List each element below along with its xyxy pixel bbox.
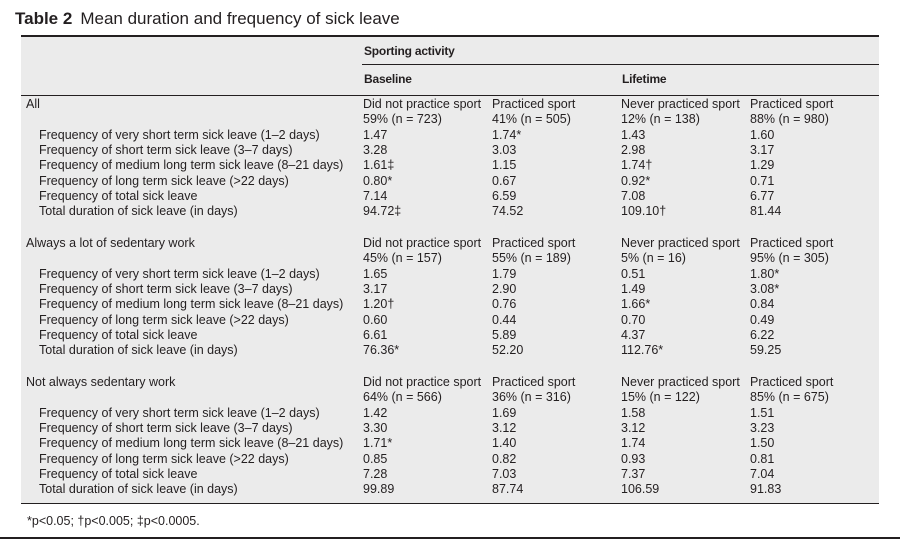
row-label: Frequency of total sick leave (39, 188, 198, 203)
table-cell: 0.85 (363, 451, 388, 466)
table-cell: 1.20† (363, 297, 395, 312)
table-cell: 109.10† (621, 204, 667, 219)
table-cell: 7.03 (492, 466, 517, 481)
column-header-cell: Practiced sport (492, 236, 576, 250)
column-header-cell: Practiced sport (492, 375, 576, 389)
group-size-cell: 59% (n = 723) (363, 112, 442, 127)
table-cell: 3.12 (621, 420, 646, 435)
table-cell: 74.52 (492, 204, 524, 219)
table-cell: 1.71* (363, 436, 393, 451)
table-cell: 59.25 (750, 343, 782, 358)
group-size-cell: 41% (n = 505) (492, 112, 571, 127)
top-rule (21, 35, 879, 37)
table-cell: 106.59 (621, 482, 660, 497)
column-header-cell: Never practiced sport (621, 375, 740, 389)
table-cell: 76.36* (363, 343, 400, 358)
table-cell: 1.47 (363, 127, 388, 142)
table-cell: 1.80* (750, 266, 780, 281)
table-cell: 87.74 (492, 482, 524, 497)
row-label: Frequency of medium long term sick leave (8–21 days) (39, 158, 344, 173)
header-lifetime: Lifetime (622, 72, 667, 86)
row-label: Frequency of very short term sick leave (1–2 days) (39, 405, 320, 420)
group-size-cell: 85% (n = 675) (750, 390, 829, 405)
table-cell: 3.12 (492, 420, 517, 435)
row-label: Frequency of medium long term sick leave (8–21 days) (39, 297, 344, 312)
table-cell: 4.37 (621, 327, 646, 342)
column-header-cell: Never practiced sport (621, 236, 740, 250)
table-cell: 1.51 (750, 405, 775, 420)
group-rule (362, 64, 879, 65)
table-cell: 6.22 (750, 327, 775, 342)
table-cell: 1.69 (492, 405, 517, 420)
table-cell: 1.79 (492, 266, 517, 281)
table-bottom-rule (21, 503, 879, 504)
group-size-cell: 64% (n = 566) (363, 390, 442, 405)
table-cell: 1.65 (363, 266, 388, 281)
table-cell: 5.89 (492, 327, 517, 342)
table-cell: 6.61 (363, 327, 388, 342)
table-cell: 1.74* (492, 127, 522, 142)
row-label: Frequency of medium long term sick leave (8–21 days) (39, 436, 344, 451)
group-size-cell: 15% (n = 122) (621, 390, 700, 405)
row-label: Frequency of long term sick leave (>22 days) (39, 451, 289, 466)
table-cell: 94.72‡ (363, 204, 402, 219)
row-label: Frequency of total sick leave (39, 327, 198, 342)
table-cell: 7.28 (363, 466, 388, 481)
table-cell: 0.93 (621, 451, 646, 466)
table-cell: 1.66* (621, 297, 651, 312)
row-label: Frequency of long term sick leave (>22 days) (39, 173, 289, 188)
row-label: Frequency of very short term sick leave (1–2 days) (39, 266, 320, 281)
table-cell: 7.08 (621, 188, 646, 203)
table-cell: 7.04 (750, 466, 775, 481)
table-cell: 0.60 (363, 312, 388, 327)
row-label: Total duration of sick leave (in days) (39, 204, 238, 219)
table-cell: 0.76 (492, 297, 517, 312)
table-cell: 0.82 (492, 451, 517, 466)
table-cell: 0.71 (750, 173, 775, 188)
row-label: Frequency of very short term sick leave (1–2 days) (39, 127, 320, 142)
table-cell: 0.84 (750, 297, 775, 312)
column-header-cell: Practiced sport (492, 97, 576, 111)
table-cell: 112.76* (621, 343, 664, 358)
column-header-cell: Did not practice sport (363, 97, 482, 111)
group-size-cell: 95% (n = 305) (750, 251, 829, 266)
table-cell: 1.29 (750, 158, 775, 173)
table-cell: 1.43 (621, 127, 646, 142)
column-header-cell: Did not practice sport (363, 375, 482, 389)
column-header-cell: Never practiced sport (621, 97, 740, 111)
row-label: Frequency of long term sick leave (>22 days) (39, 312, 289, 327)
column-header-cell: Practiced sport (750, 375, 834, 389)
table-cell: 0.92* (621, 173, 651, 188)
table-label: Table 2 (15, 9, 73, 28)
group-size-cell: 12% (n = 138) (621, 112, 700, 127)
table-cell: 1.40 (492, 436, 517, 451)
table-cell: 3.03 (492, 142, 517, 157)
group-size-cell: 45% (n = 157) (363, 251, 442, 266)
column-header-cell: Practiced sport (750, 97, 834, 111)
table-cell: 0.67 (492, 173, 517, 188)
group-size-cell: 55% (n = 189) (492, 251, 571, 266)
table-cell: 3.08* (750, 281, 780, 296)
table-cell: 1.15 (492, 158, 517, 173)
table-cell: 1.42 (363, 405, 388, 420)
row-label: Frequency of short term sick leave (3–7 days) (39, 420, 293, 435)
table-cell: 0.80* (363, 173, 393, 188)
row-label: Total duration of sick leave (in days) (39, 343, 238, 358)
table-cell: 0.51 (621, 266, 646, 281)
group-size-cell: 36% (n = 316) (492, 390, 571, 405)
table-cell: 3.28 (363, 142, 388, 157)
table-cell: 6.59 (492, 188, 517, 203)
column-header-cell: Practiced sport (750, 236, 834, 250)
group-size-cell: 5% (n = 16) (621, 251, 686, 266)
table-cell: 2.98 (621, 142, 646, 157)
row-label: Total duration of sick leave (in days) (39, 482, 238, 497)
column-header-cell: Did not practice sport (363, 236, 482, 250)
header-bottom-rule (21, 95, 879, 96)
section-title: All (26, 97, 40, 111)
row-label: Frequency of short term sick leave (3–7 days) (39, 281, 293, 296)
table-cell: 1.60 (750, 127, 775, 142)
table-cell: 0.70 (621, 312, 646, 327)
table-cell: 99.89 (363, 482, 395, 497)
table-cell: 7.14 (363, 188, 388, 203)
table-title: Mean duration and frequency of sick leave (80, 9, 400, 28)
table-cell: 1.74 (621, 436, 646, 451)
table-cell: 6.77 (750, 188, 775, 203)
table-cell: 52.20 (492, 343, 524, 358)
table-cell: 3.30 (363, 420, 388, 435)
table-cell: 1.49 (621, 281, 646, 296)
section-title: Not always sedentary work (26, 375, 176, 389)
group-size-cell: 88% (n = 980) (750, 112, 829, 127)
table-cell: 3.17 (750, 142, 775, 157)
table-caption (15, 6, 400, 32)
table-cell: 2.90 (492, 281, 517, 296)
table-cell: 91.83 (750, 482, 782, 497)
table-cell: 1.58 (621, 405, 646, 420)
table-cell: 7.37 (621, 466, 646, 481)
section-title: Always a lot of sedentary work (26, 236, 195, 250)
row-label: Frequency of total sick leave (39, 466, 198, 481)
table-cell: 3.23 (750, 420, 775, 435)
row-label: Frequency of short term sick leave (3–7 days) (39, 142, 293, 157)
table-cell: 3.17 (363, 281, 388, 296)
table-cell: 1.50 (750, 436, 775, 451)
header-sporting-activity: Sporting activity (364, 44, 455, 58)
header-baseline: Baseline (364, 72, 412, 86)
table-cell: 1.61‡ (363, 158, 395, 173)
table-cell: 0.81 (750, 451, 775, 466)
table-cell: 1.74† (621, 158, 653, 173)
table-cell: 0.44 (492, 312, 517, 327)
table-footnote: *p<0.05; †p<0.005; ‡p<0.0005. (27, 514, 200, 528)
table-cell: 0.49 (750, 312, 775, 327)
table-cell: 81.44 (750, 204, 782, 219)
